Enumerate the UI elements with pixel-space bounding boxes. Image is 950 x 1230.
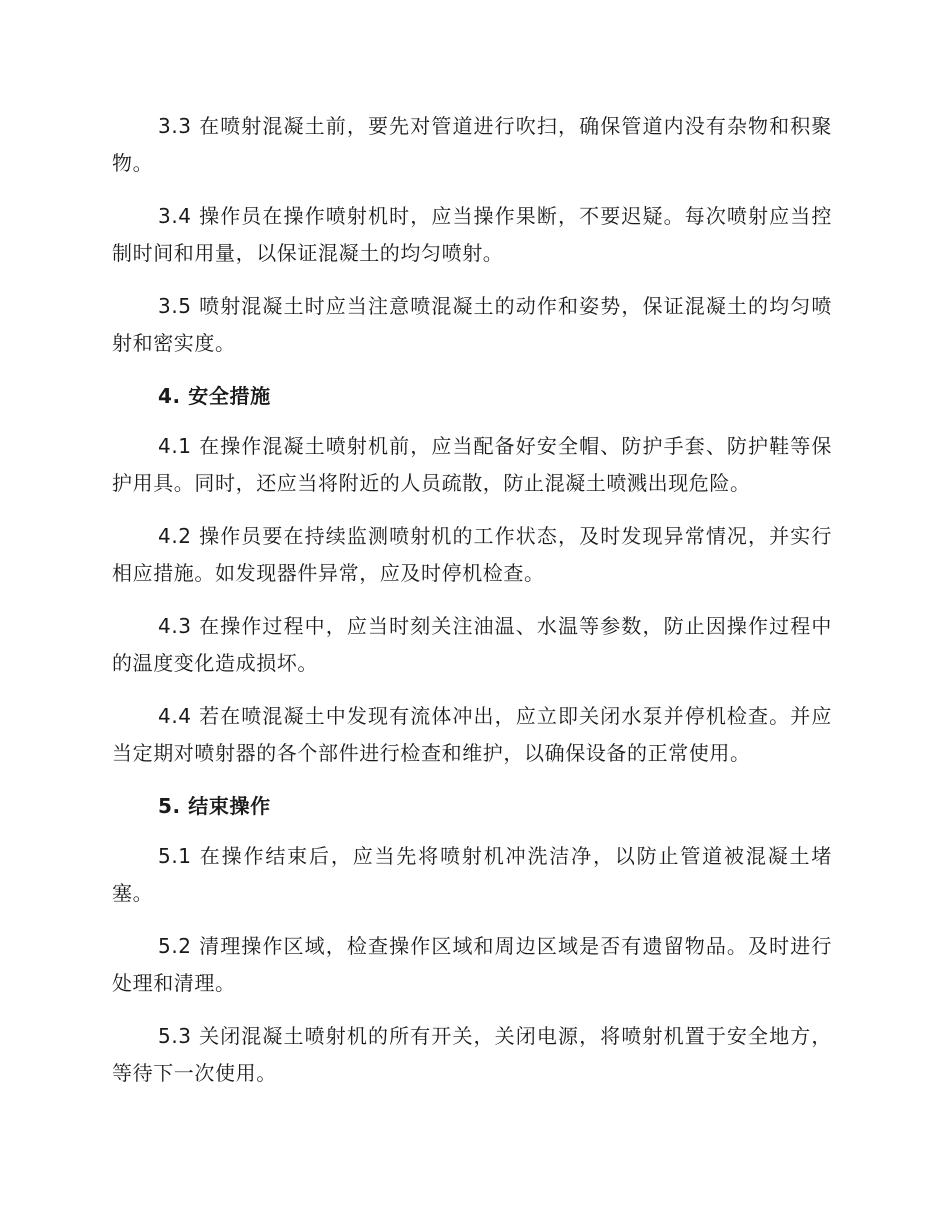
paragraph-text: 5.1 在操作结束后，应当先将喷射机冲洗洁净，以防止管道被混凝土堵塞。: [112, 844, 832, 905]
paragraph-text: 4.1 在操作混凝土喷射机前，应当配备好安全帽、防护手套、防护鞋等保护用具。同时，还应当将附近的人员疏散，防止混凝土喷溅出现危险。: [112, 434, 832, 495]
paragraph-text: 4.3 在操作过程中，应当时刻关注油温、水温等参数，防止因操作过程中的温度变化造成损坏。: [112, 614, 832, 675]
paragraph-5-2: [112, 928, 832, 1002]
paragraph-text: 4.4 若在喷混凝土中发现有流体冲出，应立即关闭水泵并停机检查。并应当定期对喷射器的各个部件进行检查和维护，以确保设备的正常使用。: [112, 704, 832, 765]
paragraph-4-2: [112, 518, 832, 592]
paragraph-5-1: [112, 838, 832, 912]
paragraph-4-3: [112, 608, 832, 682]
paragraph-3-3: [112, 108, 832, 182]
section-heading: 5. 结束操作: [158, 794, 271, 818]
paragraph-3-5: [112, 288, 832, 362]
paragraph-3-4: [112, 198, 832, 272]
section-heading: 4. 安全措施: [158, 384, 271, 408]
section-heading-5: [112, 788, 832, 825]
paragraph-text: 3.4 操作员在操作喷射机时，应当操作果断，不要迟疑。每次喷射应当控制时间和用量，以保证混凝土的均匀喷射。: [112, 204, 832, 265]
paragraph-text: 4.2 操作员要在持续监测喷射机的工作状态，及时发现异常情况，并实行相应措施。如发现器件异常，应及时停机检查。: [112, 524, 832, 585]
paragraph-text: 5.3 关闭混凝土喷射机的所有开关，关闭电源，将喷射机置于安全地方，等待下一次使用。: [112, 1024, 832, 1085]
paragraph-5-3: [112, 1018, 832, 1092]
paragraph-text: 3.5 喷射混凝土时应当注意喷混凝土的动作和姿势，保证混凝土的均匀喷射和密实度。: [112, 294, 832, 355]
paragraph-4-1: [112, 428, 832, 502]
paragraph-text: 5.2 清理操作区域，检查操作区域和周边区域是否有遗留物品。及时进行处理和清理。: [112, 934, 832, 995]
section-heading-4: [112, 378, 832, 415]
paragraph-4-4: [112, 698, 832, 772]
paragraph-text: 3.3 在喷射混凝土前，要先对管道进行吹扫，确保管道内没有杂物和积聚物。: [112, 114, 832, 175]
